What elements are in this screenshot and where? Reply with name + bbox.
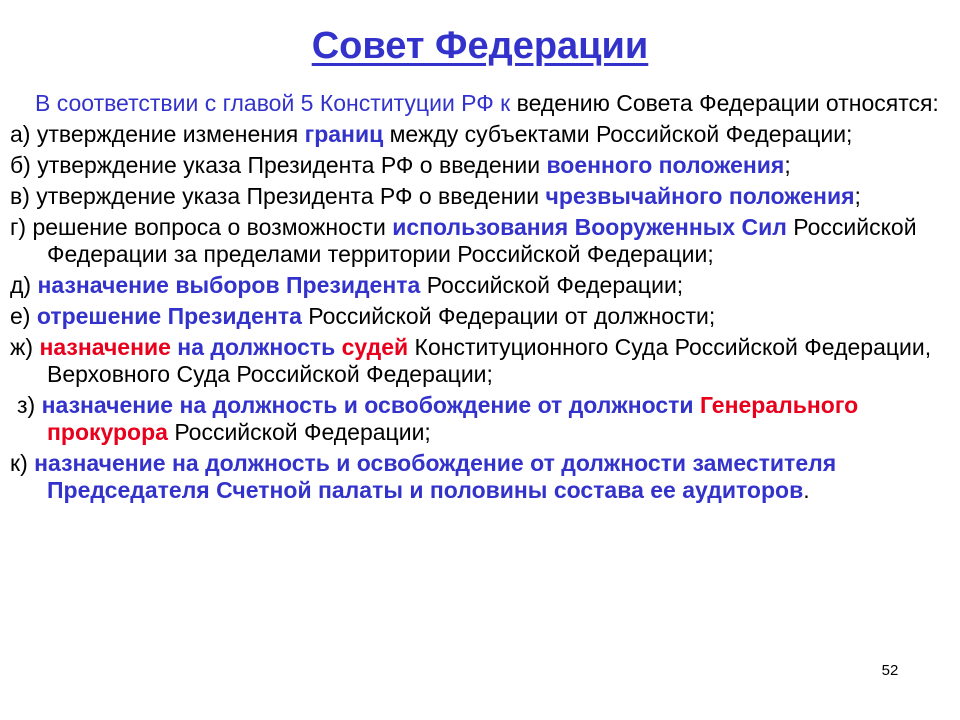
- item-z-red: Генерального прокурора: [47, 392, 859, 445]
- list-item-a: [10, 121, 945, 148]
- item-a-highlight: границ: [304, 121, 384, 147]
- list-item-d: [10, 272, 945, 299]
- list-item-k: [10, 450, 945, 504]
- list-item-z: [10, 392, 945, 446]
- list-item-b: [10, 152, 945, 179]
- slide-title: Совет Федерации: [311, 25, 649, 67]
- item-e-suffix: Российской Федерации от должности;: [301, 303, 716, 329]
- list-item-v: [10, 183, 945, 210]
- item-v-highlight: чрезвычайного положения: [545, 183, 855, 209]
- item-v-prefix: в) утверждение указа Президента РФ о введении: [10, 183, 546, 209]
- item-zh-highlight: на должность: [170, 334, 342, 360]
- item-k-highlight: назначение на должность и освобождение от должности заместителя Председателя Счетной палаты и половины состава ее аудиторов: [34, 450, 837, 503]
- item-v-suffix: ;: [854, 183, 861, 209]
- item-d-suffix: Российской Федерации;: [420, 272, 684, 298]
- item-z-prefix: з): [17, 392, 42, 418]
- item-g-prefix: г) решение вопроса о возможности: [10, 214, 393, 240]
- list-item-zh: [10, 334, 945, 388]
- list-item-e: [10, 303, 945, 330]
- item-g-suffix: Российской Федерации за пределами территории Российской Федерации;: [47, 214, 917, 267]
- item-z-highlight: назначение на должность и освобождение от должности: [41, 392, 700, 418]
- item-b-highlight: военного положения: [546, 152, 785, 178]
- item-a-prefix: а) утверждение изменения: [10, 121, 305, 147]
- slide-content: [10, 90, 945, 508]
- item-k-prefix: к): [10, 450, 35, 476]
- item-zh-red2: судей: [341, 334, 409, 360]
- item-zh-suffix: Конституционного Суда Российской Федерации, Верховного Суда Российской Федерации;: [47, 334, 932, 387]
- list-item-g: [10, 214, 945, 268]
- item-g-highlight: использования Вооруженных Сил: [392, 214, 787, 240]
- item-k-suffix: .: [803, 477, 810, 503]
- item-d-highlight: назначение выборов Президента: [37, 272, 421, 298]
- item-b-prefix: б) утверждение указа Президента РФ о введении: [10, 152, 547, 178]
- item-a-suffix: между субъектами Российской Федерации;: [383, 121, 853, 147]
- intro-paragraph: [10, 90, 945, 117]
- item-b-suffix: ;: [784, 152, 791, 178]
- intro-part1: В соответствии с главой 5 Конституции РФ к: [35, 90, 511, 116]
- page-number: 52: [881, 662, 899, 679]
- intro-part2: ведению Совета Федерации относятся:: [510, 90, 939, 116]
- item-e-highlight: отрешение Президента: [36, 303, 302, 329]
- item-z-suffix: Российской Федерации;: [167, 419, 431, 445]
- item-zh-prefix: ж): [10, 334, 40, 360]
- item-e-prefix: е): [10, 303, 37, 329]
- item-d-prefix: д): [10, 272, 38, 298]
- item-zh-red1: назначение: [39, 334, 171, 360]
